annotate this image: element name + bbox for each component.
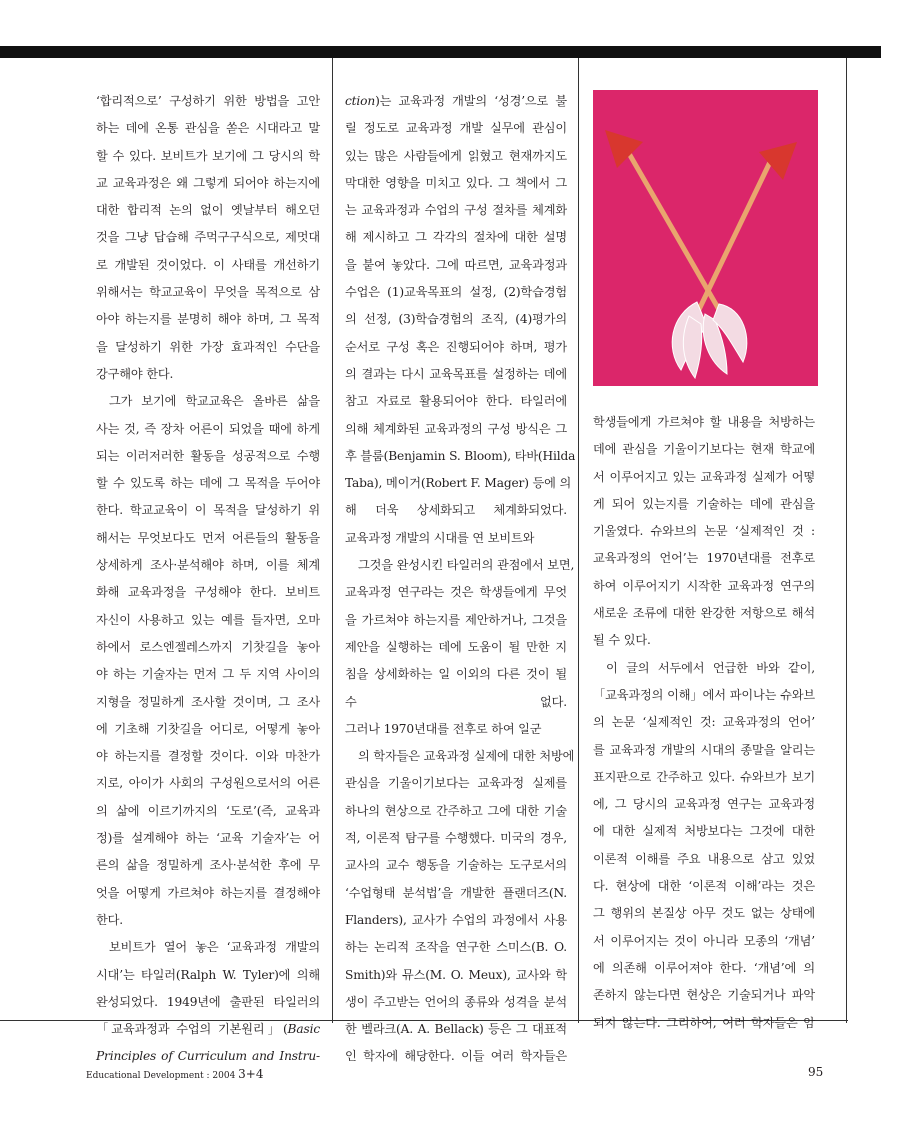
- text-line: 야 하는 기술자는 먼저 그 두 지역 사이의: [96, 667, 320, 682]
- text-line: 교육과정 연구라는 것은 학생들에게 무엇: [345, 585, 567, 600]
- text-line: Taba), 메이거(Robert F. Mager) 등에 의: [345, 476, 572, 491]
- text-line: 릴 정도로 교육과정 개발 실무에 관심이: [345, 121, 567, 136]
- text-line: 지로, 아이가 사회의 구성원으로서의 어른: [96, 776, 320, 791]
- text-line: 한다. 학교교육이 이 목적을 달성하기 위: [96, 503, 320, 518]
- text-line: 로 개발된 것이었다. 이 사태를 개선하기: [96, 257, 320, 272]
- text-line: 학생들에게 가르쳐야 할 내용을 처방하는: [593, 415, 815, 429]
- text-line: 을 가르쳐야 하는지를 제안하거나, 그것을: [345, 612, 567, 627]
- text-line: 인 학자에 해당한다. 이들 여러 학자들은: [345, 1049, 567, 1064]
- text-line: 생이 주고받는 언어의 종류와 성격을 분석: [345, 994, 567, 1009]
- text-line: 서 이루어지는 것이 아니라 모종의 ‘개념’: [593, 933, 815, 948]
- text-line: [345, 1071, 567, 1098]
- text-line: 되는 이러저러한 활동을 성공적으로 수행: [96, 448, 320, 463]
- text-line: 막대한 영향을 미치고 있다. 그 책에서 그: [345, 175, 567, 190]
- text-line: 을 달성하기 위한 가장 효과적인 수단을: [96, 339, 320, 354]
- text-line: 그 행위의 본질상 아무 것도 없는 상태에: [593, 906, 815, 921]
- text-line: 에 의존해 이루어져야 한다. ‘개념’에 의: [593, 960, 815, 975]
- book-title-english: Principles of Curriculum and Instru-: [96, 1049, 320, 1064]
- text-line: 할 수 있도록 하는 데에 그 목적을 두어야: [96, 476, 320, 491]
- text-line: [345, 88, 567, 115]
- text-line: 한다.: [96, 912, 123, 927]
- text-line: 침을 상세화하는 일 이외의 다른 것이 될: [345, 667, 567, 682]
- text-line: 를 교육과정 개발의 시대의 종말을 알리는: [593, 742, 815, 757]
- crossed-arrows-illustration: [593, 90, 818, 386]
- text-line: 하에서 로스엔젤레스까지 기찻길을 놓아: [96, 639, 320, 654]
- text-line: 에 기초해 기찻길을 어디로, 어떻게 놓아: [96, 721, 320, 736]
- text-line: 을 붙여 놓았다. 그에 따르면, 교육과정과: [345, 257, 567, 272]
- text-line: 정)를 설계해야 하는 ‘교육 기술자’는 어: [96, 831, 320, 846]
- text-line: 교사의 교수 행동을 기술하는 도구로서의: [345, 858, 567, 873]
- text-line: 기울였다. 슈와브의 논문 ‘실제적인 것 :: [593, 524, 815, 539]
- text-line: 수업은 (1)교육목표의 설정, (2)학습경험: [345, 285, 567, 300]
- text-line: 서 이루어지고 있는 교육과정 실제가 어떻: [593, 469, 815, 484]
- text-line: 상세하게 조사·분석해야 하며, 이를 체계: [96, 558, 320, 573]
- book-title-english: Basic: [287, 1022, 320, 1037]
- text-line: 게 되어 있는지를 기술하는 데에 관심을: [593, 496, 815, 511]
- text-line: 있는 많은 사람들에게 읽혔고 현재까지도: [345, 148, 567, 163]
- text-line: 위해서는 학교교육이 무엇을 목적으로 삼: [96, 285, 320, 300]
- text-line: 할 수 있다. 보비트가 보기에 그 당시의 학: [96, 148, 320, 163]
- text-line: 화해 교육과정을 구성해야 한다. 보비트: [96, 585, 320, 600]
- top-rule: [0, 46, 881, 58]
- text-line: 보비트가 열어 놓은 ‘교육과정 개발의: [109, 940, 320, 955]
- text-line: 해서는 무엇보다도 먼저 어른들의 활동을: [96, 530, 320, 545]
- text-line: 순서로 구성 혹은 진행되어야 하며, 평가: [345, 339, 567, 354]
- text-line: 그러나 1970년대를 전후로 하여 일군: [345, 721, 542, 736]
- text-line: 의 삶에 이르기까지의 ‘도로’(즉, 교육과: [96, 803, 320, 818]
- text-line: 해 더욱 상세화되고 체계화되었다.: [345, 503, 567, 518]
- text-line: 에, 그 당시의 교육과정 연구는 교육과정: [593, 797, 815, 812]
- text-line: 새로운 조류에 대한 완강한 저항으로 해석: [593, 606, 815, 621]
- text-line: Smith)와 뮤스(M. O. Meux), 교사와 학: [345, 967, 567, 982]
- text-column-left: [96, 88, 320, 1071]
- issue-number: 3+4: [238, 1067, 264, 1081]
- text-line: 하여 이루어지기 시작한 교육과정 연구의: [593, 578, 815, 593]
- text-line: 교육과정의 언어’는 1970년대를 전후로: [593, 551, 815, 566]
- text-line: 엇을 어떻게 가르쳐야 하는지를 결정해야: [96, 885, 320, 900]
- text-line: 강구해야 한다.: [96, 366, 174, 381]
- journal-name: Educational Development : 2004: [86, 1071, 239, 1081]
- text-line: 의 논문 ‘실제적인 것: 교육과정의 언어’: [593, 715, 815, 730]
- text-line: 후 블룸(Benjamin S. Bloom), 타바(Hilda: [345, 448, 576, 463]
- text-line: 해 제시하고 그 각각의 절차에 대한 설명: [345, 230, 567, 245]
- text-line: 는 교육과정과 수업의 구성 절차를 체계화: [345, 203, 567, 218]
- text-line: 참고 자료로 활용되어야 한다. 타일러에: [345, 394, 567, 409]
- text-line: 야 하는지를 결정할 것이다. 이와 마찬가: [96, 749, 320, 764]
- page-number: 95: [808, 1065, 824, 1079]
- text-line: 그것을 완성시킨 타일러의 관점에서 보면,: [358, 558, 575, 573]
- text-line: 교 교육과정은 왜 그렇게 되어야 하는지에: [96, 175, 320, 190]
- text-line: ‘합리적으로’ 구성하기 위한 방법을 고안: [96, 94, 320, 108]
- text-line: 른의 삶을 정밀하게 조사·분석한 후에 무: [96, 858, 320, 873]
- text-line: Flanders), 교사가 수업의 과정에서 사용: [345, 912, 567, 927]
- text-line: 존하지 않는다면 현상은 기술되거나 파악: [593, 988, 815, 1003]
- text-line: 될 수 있다.: [593, 633, 651, 648]
- column-divider: [578, 58, 579, 1023]
- text-line: 하는 논리적 조작을 연구한 스미스(B. O.: [345, 940, 567, 955]
- text-line: 관심을 기울이기보다는 교육과정 실제를: [345, 776, 567, 791]
- text-line: 제안을 실행하는 데에 도움이 될 만한 지: [345, 639, 567, 654]
- column-divider: [332, 58, 333, 1023]
- text-line: 데에 관심을 기울이기보다는 현재 학교에: [593, 442, 815, 457]
- text-line: 의 선정, (3)학습경험의 조직, (4)평가의: [345, 312, 567, 327]
- text-line: 것을 그냥 답습해 주먹구구식으로, 제멋대: [96, 230, 320, 245]
- book-title-korean: 「교육과정과 수업의 기본원리」(: [96, 1022, 288, 1037]
- text-line: 의 학자들은 교육과정 실제에 대한 처방에: [358, 749, 575, 764]
- text-line: 적, 이론적 탐구를 수행했다. 미국의 경우,: [345, 831, 567, 846]
- text-line: 지형을 정밀하게 조사할 것이며, 그 조사: [96, 694, 320, 709]
- journal-footer: [86, 1067, 263, 1083]
- text-line: 교육과정 개발의 시대를 연 보비트와: [345, 530, 535, 545]
- text-line: 이 글의 서두에서 언급한 바와 같이,: [606, 660, 815, 675]
- text-line: 다. 현상에 대한 ‘이론적 이해’라는 것은: [593, 879, 815, 894]
- text-line: 에 대한 실제적 처방보다는 그것에 대한: [593, 824, 815, 839]
- column-divider: [846, 58, 847, 1023]
- text-line: 의 결과는 다시 교육목표를 설정하는 데에: [345, 366, 567, 381]
- text-line: 이론적 이해를 주요 내용으로 삼고 있었: [593, 851, 815, 866]
- text-line: 의해 체계화된 교육과정의 구성 방식은 그: [345, 421, 567, 436]
- text-run: )는 교육과정 개발의 ‘성경’으로 불: [375, 94, 567, 108]
- text-line: 아야 하는지를 분명히 해야 하며, 그 목적: [96, 312, 320, 327]
- text-line: 한 벨라크(A. A. Bellack) 등은 그 대표적: [345, 1022, 567, 1037]
- text-line: 완성되었다. 1949년에 출판된 타일러의: [96, 994, 320, 1009]
- book-title-english: ction: [345, 94, 376, 108]
- text-line: 그가 보기에 학교교육은 올바른 삶을: [109, 394, 320, 409]
- text-line: [96, 1016, 320, 1043]
- text-line: 사는 것, 즉 장차 어른이 되었을 때에 하게: [96, 421, 320, 436]
- text-line: 표지판으로 간주하고 있다. 슈와브가 보기: [593, 769, 815, 784]
- text-column-right: [593, 409, 815, 1037]
- text-line: 수 없다.: [345, 694, 567, 709]
- text-line: 자신이 사용하고 있는 예를 들자면, 오마: [96, 612, 320, 627]
- text-line: 시대’는 타일러(Ralph W. Tyler)에 의해: [96, 967, 320, 982]
- text-line: 「교육과정의 이해」에서 파이나는 슈와브: [593, 687, 815, 702]
- text-line: 하는 데에 온통 관심을 쏟은 시대라고 말: [96, 121, 320, 136]
- text-line: 대한 합리적 논의 없이 옛날부터 해오던: [96, 203, 320, 218]
- text-line: 하나의 현상으로 간주하고 그에 대한 기술: [345, 803, 567, 818]
- text-line: 되지 않는다. 그리하여, 여러 학자들은 암: [593, 1015, 815, 1030]
- text-column-middle: [345, 88, 576, 1098]
- text-line: ‘수업형태 분석법’을 개발한 플랜더즈(N.: [345, 885, 567, 900]
